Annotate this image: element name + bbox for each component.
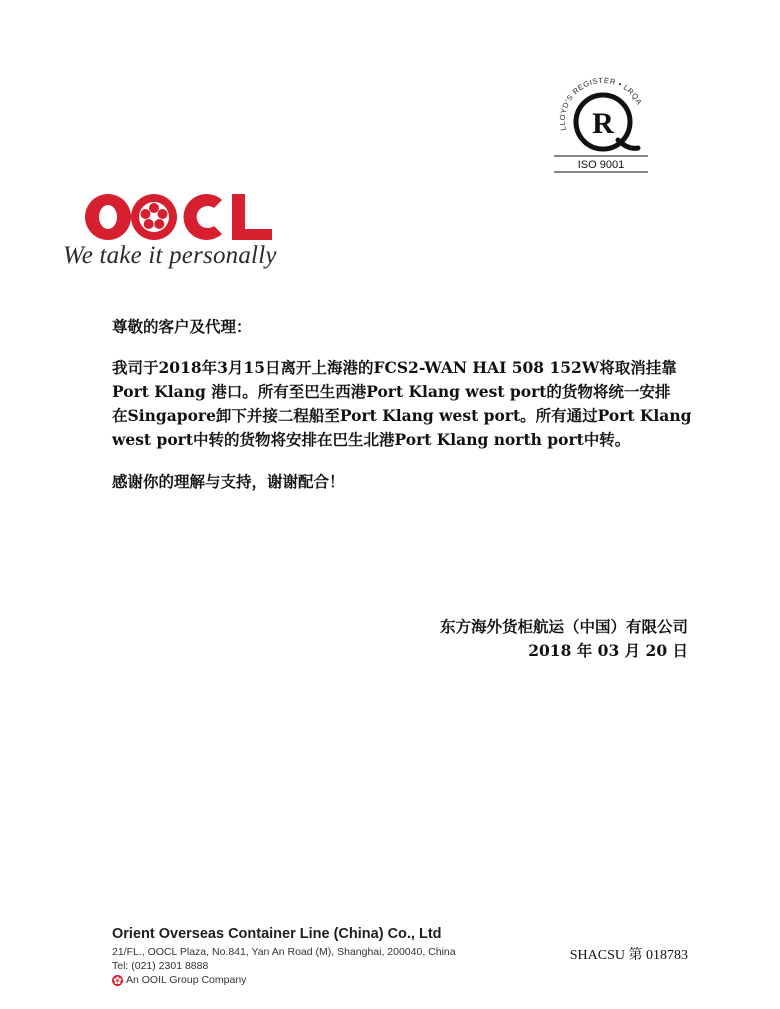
iso-standard-label: ISO 9001 [577, 159, 625, 171]
letter-thanks: 感谢你的理解与支持，谢谢配合！ [112, 472, 345, 491]
letter-salutation: 尊敬的客户及代理： [112, 317, 252, 336]
lrqa-certification-mark [546, 52, 658, 176]
footer-telephone: Tel: (021) 2301 8888 [112, 960, 209, 972]
footer-group-line [112, 974, 246, 986]
paragraph-line: Port Klang 港口。所有至巴生西港Port Klang west port的货物将统一安排 [112, 382, 671, 401]
oocl-logo [82, 188, 282, 246]
footer-group-text: An OOIL Group Company [126, 974, 247, 986]
letter-signature [440, 615, 688, 663]
reference-number: SHACSU 第 018783 [569, 948, 688, 963]
paragraph-line: west port中转的货物将安排在巴生北港Port Klang north port中转。 [112, 430, 631, 449]
plum-blossom-icon [112, 975, 123, 986]
paragraph-line: 在Singapore卸下并接二程船至Port Klang west port。所有通过Port Klang [112, 406, 692, 425]
paragraph-line: 我司于2018年3月15日离开上海港的FCS2-WAN HAI 508 152W将取消挂靠 [112, 358, 677, 377]
signature-company: 东方海外货柜航运（中国）有限公司 [439, 617, 688, 636]
signature-date: 2018 年 03 月 20 日 [528, 641, 688, 660]
oocl-logo-icon [82, 188, 282, 246]
lrqa-arc-text: LLOYD'S REGISTER • LRQA [557, 75, 645, 132]
footer-company-name: Orient Overseas Container Line (China) Co., Ltd [112, 926, 442, 942]
lrqa-letter: R [592, 107, 614, 140]
lrqa-seal-icon [546, 52, 658, 176]
footer-address: 21/FL., OOCL Plaza, No.841, Yan An Road (M), Shanghai, 200040, China [112, 946, 456, 958]
brand-tagline: We take it personally [63, 242, 277, 269]
letter-paragraph [112, 356, 691, 452]
